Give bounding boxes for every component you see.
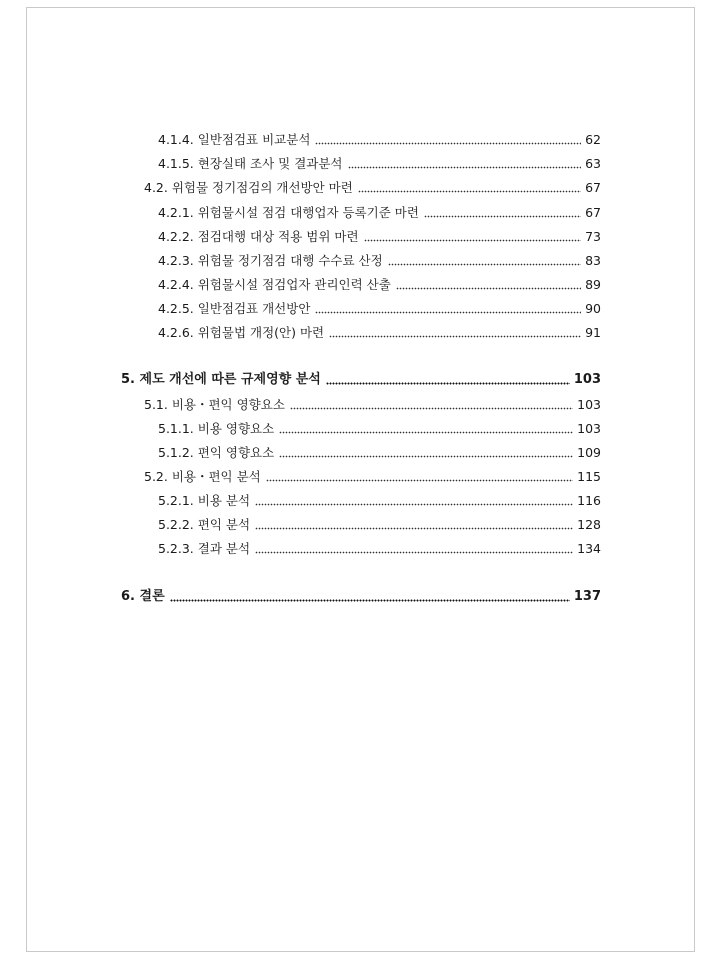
toc-entry-title: 5.1. 비용・편익 영향요소 <box>144 397 285 412</box>
toc-entry-title: 5. 제도 개선에 따른 규제영향 분석 <box>121 372 321 387</box>
toc-entry-page: 116 <box>577 493 601 508</box>
toc-entry[interactable] <box>158 539 601 559</box>
toc-entry-page: 103 <box>577 421 601 436</box>
toc-entry[interactable] <box>144 178 601 198</box>
toc-chapter-entry[interactable] <box>121 587 601 607</box>
toc-entry[interactable] <box>158 275 601 295</box>
dot-leader <box>358 190 581 193</box>
toc-entry-title: 4.2.1. 위험물시설 점검 대행업자 등록기준 마련 <box>158 205 419 220</box>
dot-leader <box>255 503 573 506</box>
toc-entry-page: 91 <box>585 325 601 340</box>
dot-leader <box>326 382 570 385</box>
dot-leader <box>290 407 573 410</box>
toc-entry-title: 4.2.6. 위험물법 개정(안) 마련 <box>158 325 325 340</box>
toc-entry[interactable] <box>144 395 601 415</box>
toc-entry-title: 6. 결론 <box>121 589 165 604</box>
toc-entry[interactable] <box>158 323 601 343</box>
toc-entry-title: 4.2.4. 위험물시설 점검업자 관리인력 산출 <box>158 277 391 292</box>
toc-entry[interactable] <box>144 467 601 487</box>
toc-entry-title: 5.2.1. 비용 분석 <box>158 493 251 508</box>
toc-entry-page: 137 <box>573 589 601 604</box>
toc-entry[interactable] <box>158 130 601 150</box>
toc-entry-page: 115 <box>577 469 601 484</box>
toc-entry-title: 5.2. 비용・편익 분석 <box>144 469 261 484</box>
toc-entry-title: 4.2.5. 일반점검표 개선방안 <box>158 301 311 316</box>
toc-entry-page: 90 <box>585 301 601 316</box>
toc-entry-page: 109 <box>577 445 601 460</box>
toc-entry-page: 73 <box>585 229 601 244</box>
toc-entry-page: 89 <box>585 277 601 292</box>
toc-entry[interactable] <box>158 515 601 535</box>
toc-entry-title: 4.2. 위험물 정기점검의 개선방안 마련 <box>144 180 353 195</box>
toc-entry-title: 5.1.2. 편익 영향요소 <box>158 445 275 460</box>
dot-leader <box>315 311 581 314</box>
dot-leader <box>279 455 573 458</box>
toc-entry-title: 4.1.4. 일반점검표 비교분석 <box>158 132 311 147</box>
toc-entry[interactable] <box>158 203 601 223</box>
dot-leader <box>329 335 581 338</box>
toc-entry[interactable] <box>158 419 601 439</box>
dot-leader <box>279 431 573 434</box>
toc-entry[interactable] <box>158 227 601 247</box>
dot-leader <box>364 239 582 242</box>
toc-entry[interactable] <box>158 491 601 511</box>
dot-leader <box>170 599 570 602</box>
toc-entry[interactable] <box>158 443 601 463</box>
dot-leader <box>396 287 581 290</box>
toc-entry-title: 5.1.1. 비용 영향요소 <box>158 421 275 436</box>
toc-entry-title: 4.2.2. 점검대행 대상 적용 범위 마련 <box>158 229 359 244</box>
dot-leader <box>266 479 573 482</box>
dot-leader <box>388 263 581 266</box>
toc-entry-title: 4.1.5. 현장실태 조사 및 결과분석 <box>158 156 343 171</box>
toc-entry-page: 128 <box>577 517 601 532</box>
toc-entry-title: 5.2.2. 편익 분석 <box>158 517 251 532</box>
toc-entry-page: 134 <box>577 541 601 556</box>
toc-entry-page: 83 <box>585 253 601 268</box>
toc-entry-page: 63 <box>585 156 601 171</box>
dot-leader <box>255 527 573 530</box>
toc-entry-page: 103 <box>573 372 601 387</box>
toc-entry-page: 62 <box>585 132 601 147</box>
toc-entry[interactable] <box>158 154 601 174</box>
dot-leader <box>424 215 581 218</box>
dot-leader <box>255 551 573 554</box>
toc-entry[interactable] <box>158 251 601 271</box>
toc-entry-page: 103 <box>577 397 601 412</box>
toc-chapter-entry[interactable] <box>121 370 601 390</box>
toc-entry-title: 5.2.3. 결과 분석 <box>158 541 251 556</box>
dot-leader <box>315 142 581 145</box>
toc-entry-page: 67 <box>585 180 601 195</box>
dot-leader <box>348 166 582 169</box>
toc-entry-page: 67 <box>585 205 601 220</box>
toc-entry[interactable] <box>158 299 601 319</box>
toc-entry-title: 4.2.3. 위험물 정기점검 대행 수수료 산정 <box>158 253 383 268</box>
